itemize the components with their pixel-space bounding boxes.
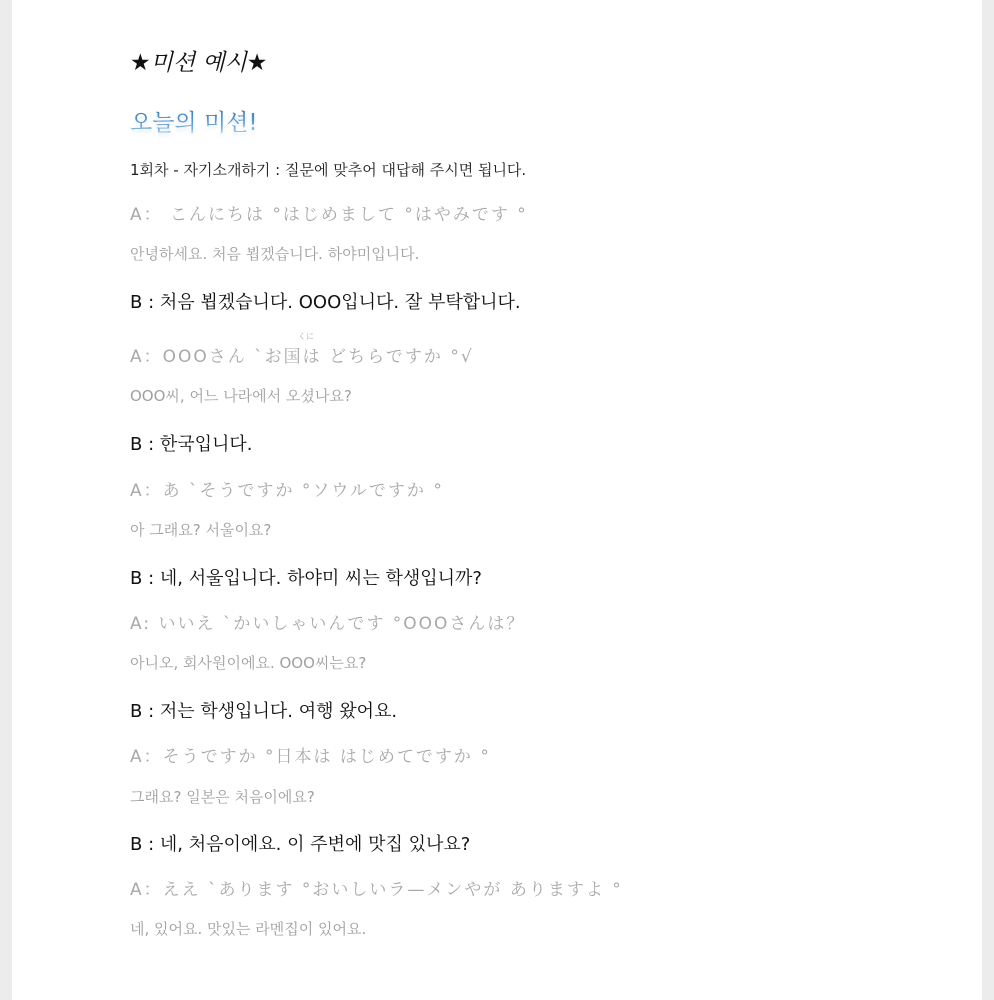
dialogue-line-b: B : 네, 처음이에요. 이 주변에 맛집 있나요? [130, 834, 471, 855]
dialogue-line-a-japanese: A: いいえ `かいしゃいんです °OOOさんは？ [130, 614, 526, 634]
dialogue-line-a-korean: 안녕하세요. 처음 뵙겠습니다. 하야미입니다. [130, 245, 420, 263]
dialogue-line-a-korean: 아니오, 회사원이에요. OOO씨는요? [130, 654, 367, 672]
document-title: ★미션 예시★ [130, 50, 268, 76]
furigana-kuni: くに [298, 332, 314, 341]
mission-heading: 오늘의 미션! [130, 104, 258, 137]
dialogue-line-b: B : 저는 학생입니다. 여행 왔어요. [130, 701, 398, 722]
dialogue-line-a-japanese: A：そうですか °日本は はじめてですか ° [130, 747, 491, 767]
mission-intro: 1회차 - 자기소개하기 : 질문에 맞추어 대답해 주시면 됩니다. [130, 161, 527, 179]
dialogue-line-a-korean: OOO씨, 어느 나라에서 오셨나요? [130, 387, 352, 405]
dialogue-line-b: B : 한국입니다. [130, 434, 253, 455]
dialogue-line-b: B : 처음 뵙겠습니다. OOO입니다. 잘 부탁합니다. [130, 292, 521, 313]
dialogue-line-a-japanese: A：ええ `あります °おいしいラ—メンやが ありますよ ° [130, 880, 623, 900]
dialogue-line-a-japanese: A：OOOさん `お国は どちらですか °√ [130, 347, 474, 367]
dialogue-line-a-korean: 그래요? 일본은 처음이에요? [130, 788, 315, 806]
dialogue-line-a-japanese: A： こんにちは °はじめまして °はやみです ° [130, 205, 528, 225]
dialogue-line-b: B : 네, 서울입니다. 하야미 씨는 학생입니까? [130, 568, 482, 589]
dialogue-line-a-korean: 네, 있어요. 맛있는 라멘집이 있어요. [130, 920, 367, 938]
dialogue-line-a-japanese: A：あ `そうですか °ソウルですか ° [130, 481, 444, 501]
dialogue-line-a-korean: 아 그래요? 서울이요? [130, 521, 272, 539]
document-page [12, 0, 982, 1000]
